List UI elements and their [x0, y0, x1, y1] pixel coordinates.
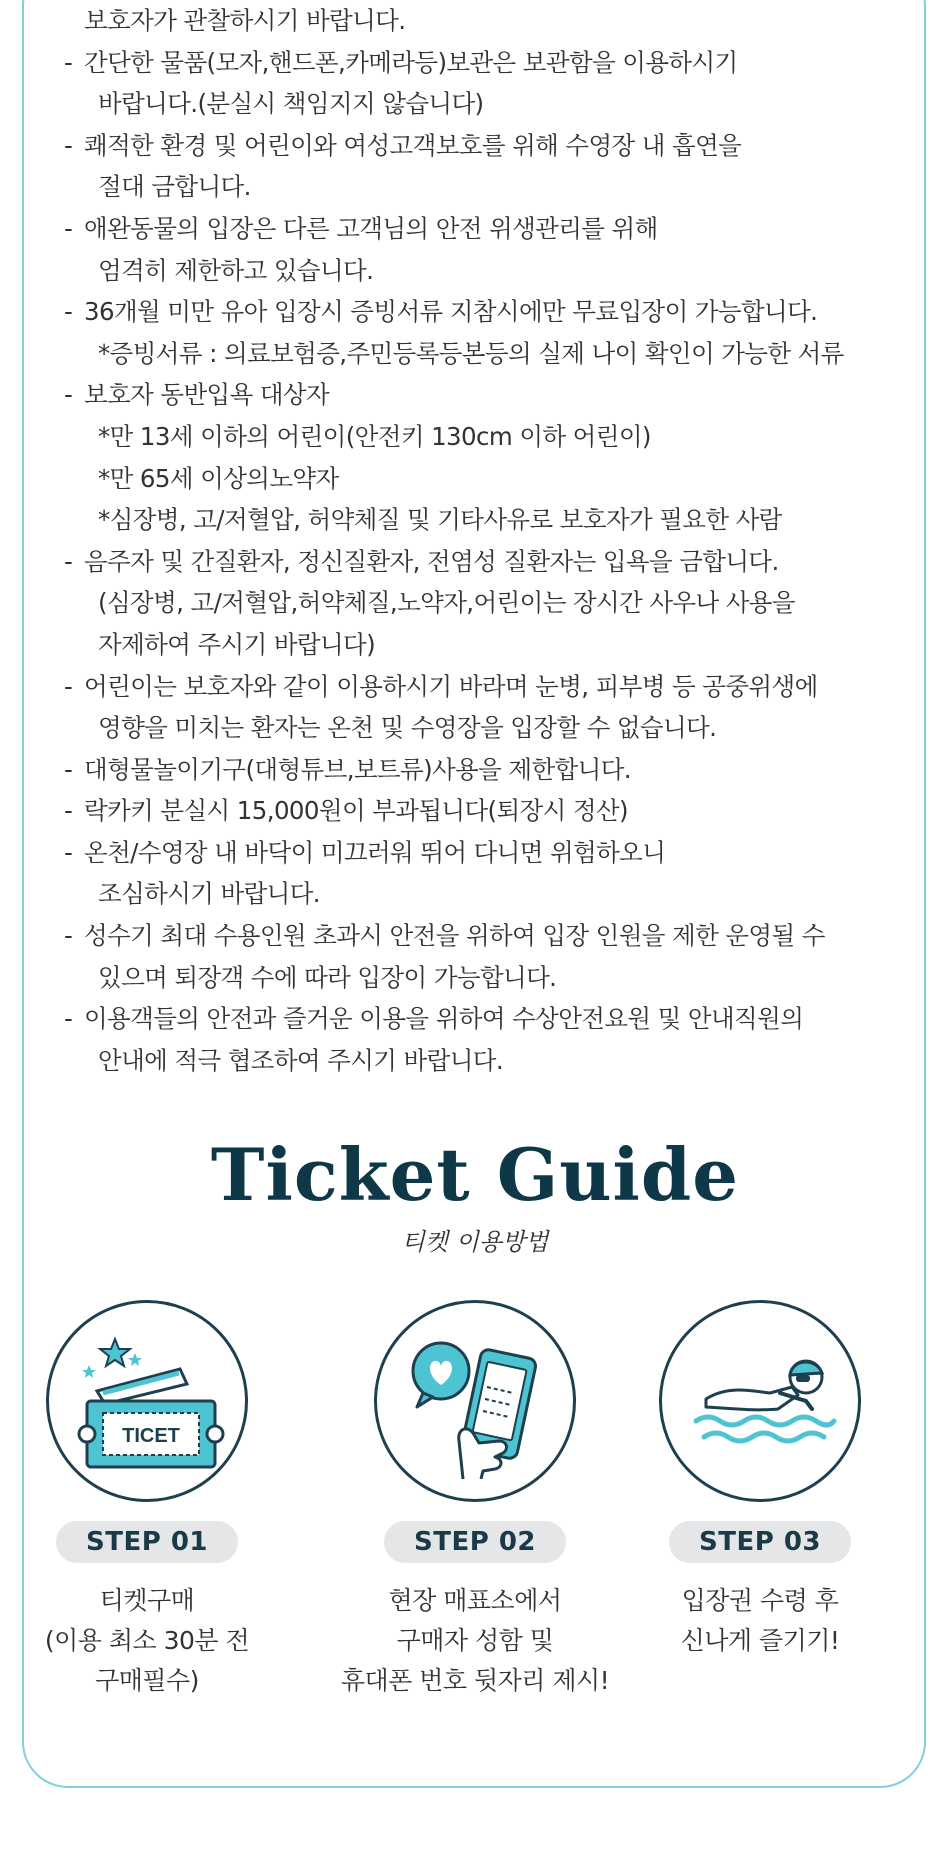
notice-line: *심장병, 고/저혈압, 허약체질 및 기타사유로 보호자가 필요한 사람 — [98, 505, 782, 535]
notice-line: 음주자 및 간질환자, 정신질환자, 전염성 질환자는 입욕을 금합니다. — [84, 546, 779, 576]
bullet-dash: - — [64, 837, 73, 867]
notice-line: 엄격히 제한하고 있습니다. — [98, 255, 374, 285]
notice-item — [64, 291, 904, 374]
notice-line: *만 13세 이하의 어린이(안전키 130cm 이하 어린이) — [98, 421, 651, 451]
step-1-desc — [0, 1581, 297, 1701]
bullet-dash: - — [64, 130, 73, 160]
page-subtitle: 티켓 이용방법 — [401, 1228, 549, 1256]
notice-line: *증빙서류 : 의료보험증,주민등록등본등의 실제 나이 확인이 가능한 서류 — [98, 338, 844, 368]
notice-item — [64, 208, 904, 291]
bullet-dash: - — [64, 796, 73, 826]
step-3-label: STEP 03 — [669, 1521, 851, 1563]
notice-line: 성수기 최대 수용인원 초과시 안전을 위하여 입장 인원을 제한 운영될 수 — [84, 921, 825, 951]
step-2-desc-line: 현장 매표소에서 — [388, 1586, 562, 1615]
step-2-desc — [325, 1581, 625, 1701]
notice-line: (심장병, 고/저혈압,허약체질,노약자,어린이는 장시간 사우나 사용을 — [98, 588, 795, 618]
step-3-circle — [659, 1300, 861, 1502]
notice-line: 애완동물의 입장은 다른 고객님의 안전 위생관리를 위해 — [84, 213, 658, 243]
notice-line: 이용객들의 안전과 즐거운 이용을 위하여 수상안전요원 및 안내직원의 — [84, 1004, 804, 1034]
notice-line: *만 65세 이상의노약자 — [98, 463, 339, 493]
notice-list — [64, 0, 904, 1081]
notice-line: 보호자 동반입욕 대상자 — [84, 380, 330, 410]
notice-line: 바랍니다.(분실시 책임지지 않습니다) — [98, 89, 484, 119]
step-2-desc-line: 휴대폰 번호 뒷자리 제시! — [340, 1666, 610, 1695]
notice-line: 안내에 적극 협조하여 주시기 바랍니다. — [98, 1045, 504, 1075]
ticket-icon — [75, 1329, 225, 1479]
notice-item — [64, 0, 904, 42]
step-1-desc-line: (이용 최소 30분 전 — [44, 1626, 250, 1655]
step-3-desc-line: 입장권 수령 후 — [681, 1586, 839, 1615]
bullet-dash: - — [64, 47, 73, 77]
bullet-dash: - — [64, 546, 73, 576]
step-1-desc-line: 티켓구매 — [99, 1586, 195, 1615]
step-1 — [0, 1300, 297, 1701]
bullet-dash: - — [64, 1004, 73, 1034]
bullet-dash: - — [64, 754, 73, 784]
notice-item — [64, 832, 904, 915]
notice-line: 36개월 미만 유아 입장시 증빙서류 지참시에만 무료입장이 가능합니다. — [84, 297, 818, 327]
notice-item — [64, 541, 904, 666]
bullet-dash: - — [64, 297, 73, 327]
notice-item — [64, 374, 904, 540]
bullet-dash: - — [64, 671, 73, 701]
notice-line: 간단한 물품(모자,핸드폰,카메라등)보관은 보관함을 이용하시기 — [84, 47, 738, 77]
notice-line: 대형물놀이기구(대형튜브,보트류)사용을 제한합니다. — [84, 754, 631, 784]
notice-item — [64, 666, 904, 749]
notice-line: 보호자가 관찰하시기 바랍니다. — [84, 6, 406, 35]
notice-item — [64, 125, 904, 208]
bullet-dash: - — [64, 213, 73, 243]
notice-line: 쾌적한 환경 및 어린이와 여성고객보호를 위해 수영장 내 흡연을 — [84, 130, 742, 160]
notice-line: 락카키 분실시 15,000원이 부과됩니다(퇴장시 정산) — [84, 796, 628, 826]
notice-item — [64, 998, 904, 1081]
ticket-icon-text: TICET — [122, 1425, 180, 1447]
step-1-label: STEP 01 — [56, 1521, 238, 1563]
notice-item — [64, 749, 904, 791]
step-1-desc-line: 구매필수) — [95, 1666, 199, 1695]
notice-line: 어린이는 보호자와 같이 이용하시기 바라며 눈병, 피부병 등 공중위생에 — [84, 671, 818, 701]
notice-line: 절대 금합니다. — [98, 172, 251, 202]
notice-line: 있으며 퇴장객 수에 따라 입장이 가능합니다. — [98, 962, 557, 992]
step-3 — [610, 1300, 910, 1661]
notice-line: 조심하시기 바랍니다. — [98, 879, 320, 909]
page-title: Ticket Guide — [210, 1132, 740, 1217]
notice-line: 자제하여 주시기 바랍니다) — [98, 629, 376, 659]
notice-item — [64, 790, 904, 832]
notice-item — [64, 915, 904, 998]
step-3-desc-line: 신나게 즐기기! — [680, 1626, 840, 1655]
bullet-dash: - — [64, 921, 73, 951]
step-1-circle — [46, 1300, 248, 1502]
step-2 — [325, 1300, 625, 1701]
notice-item — [64, 42, 904, 125]
step-2-circle — [374, 1300, 576, 1502]
bullet-dash: - — [64, 380, 73, 410]
phone-heart-icon — [403, 1329, 553, 1479]
swimmer-icon — [688, 1329, 838, 1479]
step-2-label: STEP 02 — [384, 1521, 566, 1563]
step-2-desc-line: 구매자 성함 및 — [396, 1626, 554, 1655]
step-3-desc — [610, 1581, 910, 1661]
notice-line: 온천/수영장 내 바닥이 미끄러워 뛰어 다니면 위험하오니 — [84, 837, 666, 867]
notice-line: 영향을 미치는 환자는 온천 및 수영장을 입장할 수 없습니다. — [98, 713, 717, 743]
